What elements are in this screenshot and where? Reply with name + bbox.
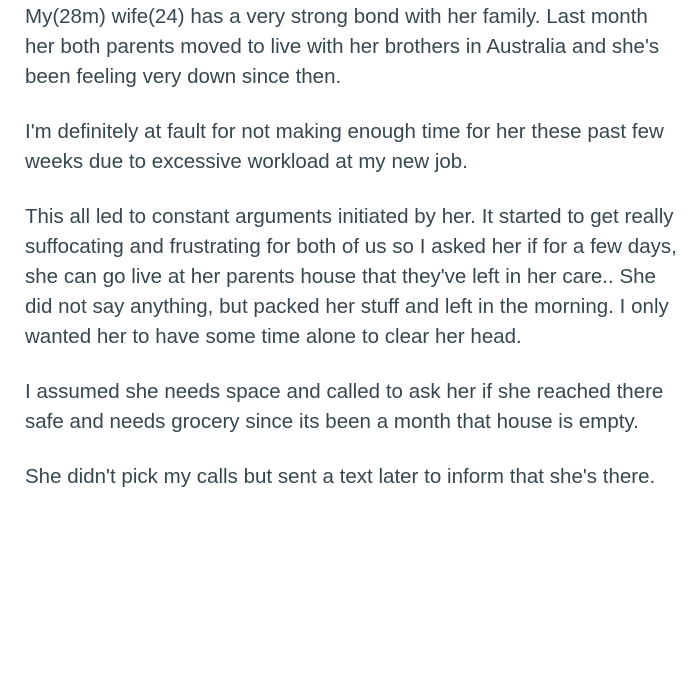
post-paragraph-1: My(28m) wife(24) has a very strong bond with her family. Last month her both parents moved to live with her brothers in Australia and she's been feeling very down since then. [25, 5, 660, 88]
post-paragraph-5: She didn't pick my calls but sent a text later to inform that she's there. [25, 465, 656, 488]
post-paragraph-3: This all led to constant arguments initiated by her. It started to get really suffocating and frustrating for both of us so I asked her if for a few days, she can go live at her parents house that they've left in her care.. She did not say anything, but packed her stuff and left in the morning. I only wanted her to have some time alone to clear her head. [25, 205, 677, 348]
post-paragraph-2: I'm definitely at fault for not making enough time for her these past few weeks due to excessive workload at my new job. [25, 120, 664, 173]
post-paragraph-4: I assumed she needs space and called to ask her if she reached there safe and needs grocery since its been a month that house is empty. [25, 380, 664, 433]
